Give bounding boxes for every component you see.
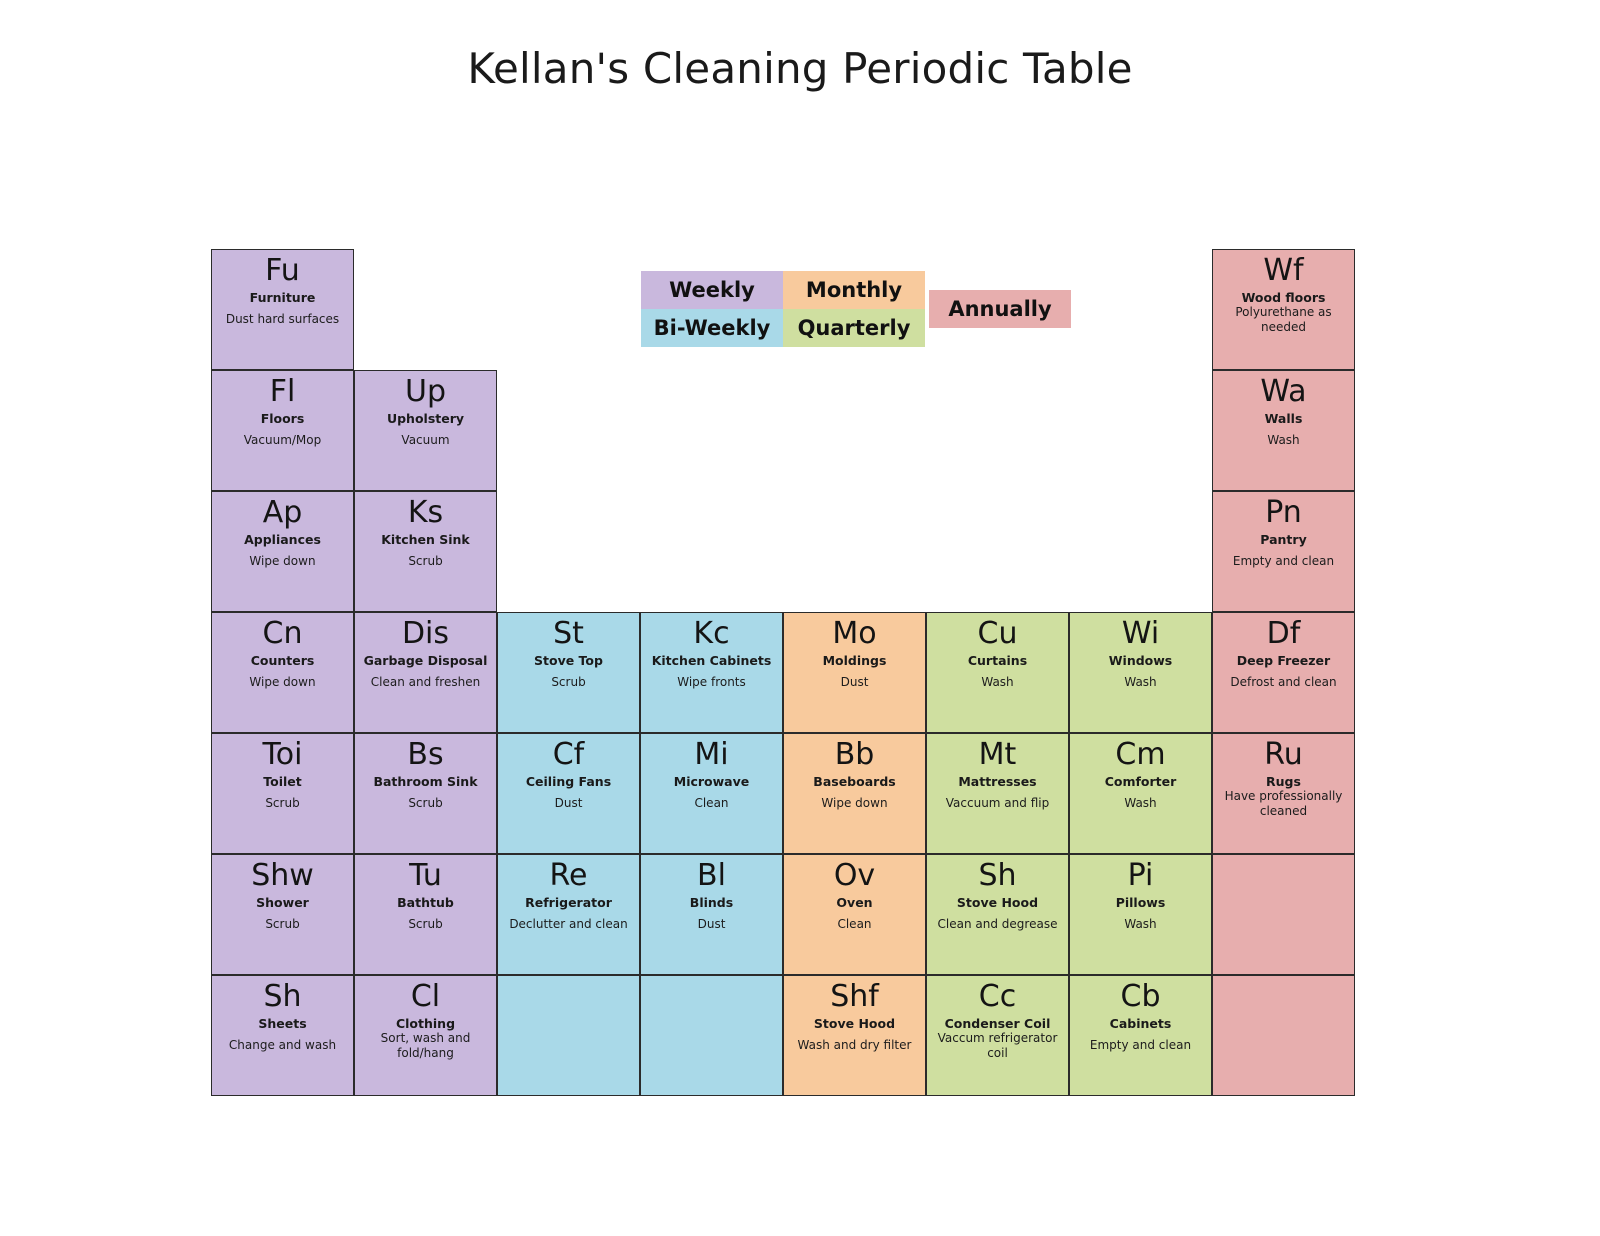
element-symbol: Up [404, 374, 446, 409]
element-symbol: Tu [409, 858, 442, 893]
element-symbol: Sh [263, 979, 302, 1014]
element-task: Clean and freshen [370, 675, 481, 689]
element-symbol: Mi [694, 737, 729, 772]
element-cell[interactable] [354, 612, 497, 733]
element-symbol: Cc [978, 979, 1017, 1014]
element-task: Scrub [265, 917, 300, 931]
element-symbol: Pi [1127, 858, 1154, 893]
legend-item-annually: Annually [929, 290, 1071, 328]
element-symbol: Ks [407, 495, 444, 530]
element-symbol: Wf [1263, 253, 1304, 288]
element-task: Wash [1124, 675, 1157, 689]
element-name: Stove Hood [813, 1015, 896, 1031]
element-cell[interactable] [926, 733, 1069, 854]
element-cell[interactable] [211, 612, 354, 733]
element-task: Wash [1124, 917, 1157, 931]
legend-item-monthly: Monthly [783, 271, 925, 309]
element-cell[interactable] [1212, 733, 1355, 854]
blank-element-cell [497, 975, 640, 1096]
empty-slot [783, 370, 926, 491]
element-name: Counters [250, 652, 315, 668]
element-cell[interactable] [211, 370, 354, 491]
element-symbol: Df [1266, 616, 1301, 651]
element-symbol: Cb [1120, 979, 1161, 1014]
element-cell[interactable] [211, 249, 354, 370]
empty-slot [497, 491, 640, 612]
element-task: Wash and dry filter [797, 1038, 912, 1052]
element-symbol: St [553, 616, 584, 651]
element-cell[interactable] [640, 612, 783, 733]
element-name: Floors [260, 410, 305, 426]
element-symbol: Cf [552, 737, 585, 772]
element-cell[interactable] [1212, 612, 1355, 733]
element-symbol: Toi [262, 737, 303, 772]
element-name: Bathtub [397, 894, 454, 910]
element-name: Mattresses [958, 773, 1037, 789]
element-cell[interactable] [1069, 733, 1212, 854]
element-task: Sort, wash and fold/hang [380, 1031, 471, 1060]
element-symbol: Fu [265, 253, 300, 288]
empty-slot [783, 249, 926, 370]
element-task: Change and wash [228, 1038, 337, 1052]
element-task: Clean and degrease [937, 917, 1058, 931]
element-cell[interactable] [354, 370, 497, 491]
element-name: Furniture [249, 289, 316, 305]
element-symbol: Ru [1264, 737, 1303, 772]
element-name: Pantry [1260, 531, 1307, 547]
element-symbol: Cm [1115, 737, 1166, 772]
element-cell[interactable] [1069, 612, 1212, 733]
empty-slot [640, 249, 783, 370]
element-task: Vacuum [401, 433, 450, 447]
element-name: Deep Freezer [1236, 652, 1331, 668]
element-task: Dust [554, 796, 583, 810]
element-symbol: Mo [832, 616, 877, 651]
element-task: Scrub [408, 796, 443, 810]
element-name: Microwave [673, 773, 750, 789]
empty-slot [926, 491, 1069, 612]
element-name: Blinds [689, 894, 734, 910]
element-cell[interactable] [783, 612, 926, 733]
element-task: Defrost and clean [1230, 675, 1337, 689]
element-task: Declutter and clean [509, 917, 628, 931]
element-symbol: Kc [693, 616, 730, 651]
element-task: Wipe down [821, 796, 888, 810]
element-cell[interactable] [1069, 975, 1212, 1096]
element-symbol: Fl [269, 374, 296, 409]
legend-item-biweekly: Bi-Weekly [641, 309, 783, 347]
element-name: Shower [256, 894, 309, 910]
element-cell[interactable] [640, 733, 783, 854]
element-cell[interactable] [354, 854, 497, 975]
element-cell[interactable] [211, 733, 354, 854]
element-cell[interactable] [211, 975, 354, 1096]
empty-slot [926, 370, 1069, 491]
element-symbol: Shf [830, 979, 879, 1014]
element-task: Dust hard surfaces [225, 312, 340, 326]
element-name: Kitchen Cabinets [651, 652, 772, 668]
legend-item-quarterly: Quarterly [783, 309, 925, 347]
element-symbol: Wi [1121, 616, 1160, 651]
element-task: Wipe down [249, 554, 316, 568]
element-cell[interactable] [354, 975, 497, 1096]
element-task: Empty and clean [1232, 554, 1335, 568]
element-task: Polyurethane as needed [1235, 305, 1332, 334]
element-name: Baseboards [813, 773, 896, 789]
blank-element-cell [640, 975, 783, 1096]
element-name: Walls [1264, 410, 1303, 426]
element-task: Vaccum refrigerator coil [937, 1031, 1058, 1060]
element-symbol: Bl [697, 858, 726, 893]
element-symbol: Pn [1265, 495, 1302, 530]
element-symbol: Dis [401, 616, 450, 651]
element-cell[interactable] [926, 975, 1069, 1096]
element-task: Empty and clean [1089, 1038, 1192, 1052]
element-task: Clean [837, 917, 872, 931]
element-name: Condenser Coil [944, 1015, 1051, 1031]
empty-slot [1069, 370, 1212, 491]
element-symbol: Cn [262, 616, 303, 651]
element-task: Wipe down [249, 675, 316, 689]
element-task: Scrub [551, 675, 586, 689]
element-name: Rugs [1266, 773, 1301, 789]
empty-slot [783, 491, 926, 612]
element-cell[interactable] [497, 733, 640, 854]
empty-slot [497, 370, 640, 491]
element-cell[interactable] [354, 491, 497, 612]
empty-slot [354, 249, 497, 370]
element-symbol: Mt [978, 737, 1017, 772]
element-cell[interactable] [497, 854, 640, 975]
element-symbol: Ov [833, 858, 876, 893]
element-symbol: Sh [978, 858, 1017, 893]
element-symbol: Bs [407, 737, 444, 772]
element-name: Sheets [258, 1015, 307, 1031]
element-name: Comforter [1104, 773, 1177, 789]
element-name: Stove Top [534, 652, 603, 668]
page-title: Kellan's Cleaning Periodic Table [467, 44, 1133, 93]
element-task: Scrub [408, 554, 443, 568]
element-name: Wood floors [1241, 289, 1326, 305]
empty-slot [926, 249, 1069, 370]
element-name: Bathroom Sink [373, 773, 478, 789]
element-task: Wash [1267, 433, 1300, 447]
element-name: Appliances [244, 531, 321, 547]
element-task: Vaccuum and flip [945, 796, 1050, 810]
element-name: Kitchen Sink [381, 531, 470, 547]
periodic-table-grid [211, 249, 1355, 1096]
element-symbol: Shw [251, 858, 314, 893]
empty-slot [640, 491, 783, 612]
element-cell[interactable] [783, 854, 926, 975]
element-cell[interactable] [211, 491, 354, 612]
element-name: Refrigerator [525, 894, 612, 910]
element-symbol: Ap [262, 495, 303, 530]
element-cell[interactable] [640, 854, 783, 975]
element-name: Windows [1108, 652, 1173, 668]
element-symbol: Wa [1260, 374, 1307, 409]
empty-slot [497, 249, 640, 370]
blank-element-cell [1212, 854, 1355, 975]
element-task: Clean [694, 796, 729, 810]
element-cell[interactable] [926, 854, 1069, 975]
empty-slot [1069, 249, 1212, 370]
element-task: Dust [840, 675, 869, 689]
element-cell[interactable] [354, 733, 497, 854]
element-cell[interactable] [926, 612, 1069, 733]
element-name: Cabinets [1109, 1015, 1172, 1031]
element-cell[interactable] [1212, 249, 1355, 370]
element-symbol: Cu [977, 616, 1018, 651]
element-cell[interactable] [783, 975, 926, 1096]
element-name: Stove Hood [956, 894, 1039, 910]
element-cell[interactable] [211, 854, 354, 975]
element-symbol: Re [549, 858, 588, 893]
element-name: Moldings [822, 652, 887, 668]
element-task: Wipe fronts [677, 675, 746, 689]
element-name: Pillows [1115, 894, 1166, 910]
element-task: Scrub [265, 796, 300, 810]
element-cell[interactable] [1212, 491, 1355, 612]
legend-item-weekly: Weekly [641, 271, 783, 309]
empty-slot [1069, 491, 1212, 612]
element-task: Scrub [408, 917, 443, 931]
element-symbol: Cl [410, 979, 441, 1014]
element-cell[interactable] [1212, 370, 1355, 491]
element-task: Wash [1124, 796, 1157, 810]
element-name: Curtains [967, 652, 1028, 668]
element-task: Have professionally cleaned [1224, 789, 1343, 818]
element-name: Garbage Disposal [363, 652, 488, 668]
blank-element-cell [1212, 975, 1355, 1096]
element-name: Clothing [395, 1015, 456, 1031]
element-name: Upholstery [386, 410, 465, 426]
element-cell[interactable] [783, 733, 926, 854]
element-cell[interactable] [1069, 854, 1212, 975]
element-task: Dust [697, 917, 726, 931]
empty-slot [640, 370, 783, 491]
element-cell[interactable] [497, 612, 640, 733]
element-symbol: Bb [834, 737, 875, 772]
element-name: Oven [836, 894, 873, 910]
element-task: Vacuum/Mop [243, 433, 322, 447]
element-task: Wash [981, 675, 1014, 689]
element-name: Ceiling Fans [525, 773, 612, 789]
element-name: Toilet [263, 773, 302, 789]
